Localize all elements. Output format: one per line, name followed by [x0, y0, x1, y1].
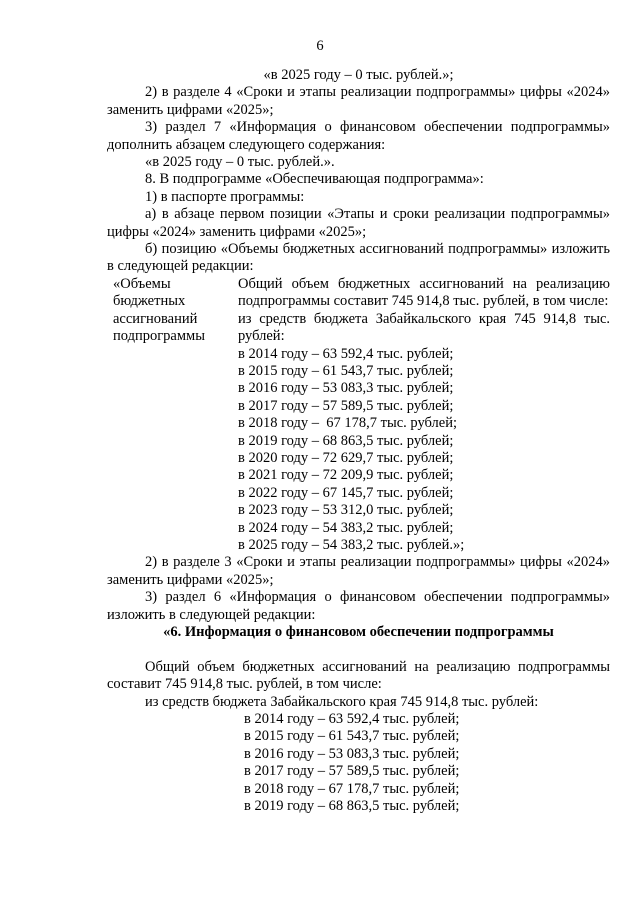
section-year-line: в 2019 году – 68 863,5 тыс. рублей;	[244, 798, 460, 815]
budget-year-line: в 2025 году – 54 383,2 тыс. рублей.»;	[238, 536, 465, 553]
budget-year-line: в 2019 году – 68 863,5 тыс. рублей;	[238, 432, 454, 449]
blank-line	[107, 641, 610, 658]
budget-table	[107, 276, 610, 555]
section-year-line: в 2017 году – 57 589,5 тыс. рублей;	[244, 763, 460, 780]
quote-line-2025: «в 2025 году – 0 тыс. рублей.»;	[263, 67, 454, 83]
budget-year-line: в 2021 году – 72 209,9 тыс. рублей;	[238, 467, 454, 484]
section-heading: «6. Информация о финансовом обеспечении подпрограммы	[163, 624, 554, 640]
budget-year-line: в 2017 году – 57 589,5 тыс. рублей;	[238, 397, 454, 414]
paragraph-item-3-section-6: 3) раздел 6 «Информация о финансовом обеспечении подпрограммы» изложить в следующей редакции:	[107, 589, 610, 623]
budget-year-line: в 2024 году – 54 383,2 тыс. рублей;	[238, 519, 454, 536]
section-year-line: в 2015 году – 61 543,7 тыс. рублей;	[244, 728, 460, 745]
document-body	[107, 67, 610, 815]
budget-table-label	[107, 276, 227, 555]
paragraph-item-b: б) позицию «Объемы бюджетных ассигнований подпрограммы» изложить в следующей редакции:	[107, 241, 610, 275]
budget-table-intro: Общий объем бюджетных ассигнований на реализацию подпрограммы составит 745 914,8 тыс. рублей, в том числе:	[238, 275, 610, 310]
budget-table-label-text: «Объемы бюджетных ассигнований подпрограммы	[113, 275, 205, 345]
section-year-line: в 2014 году – 63 592,4 тыс. рублей;	[244, 711, 460, 728]
paragraph-total-budget: Общий объем бюджетных ассигнований на реализацию подпрограммы составит 745 914,8 тыс. рублей, в том числе:	[107, 658, 610, 693]
paragraph-budget-source: из средств бюджета Забайкальского края 745 914,8 тыс. рублей:	[145, 693, 539, 710]
budget-year-line: в 2023 году – 53 312,0 тыс. рублей;	[238, 502, 454, 519]
budget-year-line: в 2015 году – 61 543,7 тыс. рублей;	[238, 362, 454, 379]
section-year-line: в 2018 году – 67 178,7 тыс. рублей;	[244, 780, 460, 797]
budget-table-source: из средств бюджета Забайкальского края 745 914,8 тыс. рублей:	[238, 310, 610, 345]
budget-year-line: в 2016 году – 53 083,3 тыс. рублей;	[238, 380, 454, 397]
budget-year-line: в 2022 году – 67 145,7 тыс. рублей;	[238, 484, 454, 501]
paragraph-item-2-section-3: 2) в разделе 3 «Сроки и этапы реализации подпрограммы» цифры «2024» заменить цифрами «2025»;	[107, 554, 610, 588]
paragraph-item-3: 3) раздел 7 «Информация о финансовом обеспечении подпрограммы» дополнить абзацем следующего содержания:	[107, 119, 610, 153]
budget-year-line: в 2020 году – 72 629,7 тыс. рублей;	[238, 449, 454, 466]
budget-table-content	[227, 276, 610, 555]
quote-line-2025-end: «в 2025 году – 0 тыс. рублей.».	[145, 154, 335, 171]
paragraph-item-a: а) в абзаце первом позиции «Этапы и сроки реализации подпрограммы» цифры «2024» заменить цифрами «2025»;	[107, 206, 610, 240]
page-number: 6	[316, 38, 324, 54]
paragraph-item-2: 2) в разделе 4 «Сроки и этапы реализации подпрограммы» цифры «2024» заменить цифрами «2025»;	[107, 84, 610, 118]
budget-year-line: в 2018 году – 67 178,7 тыс. рублей;	[238, 415, 458, 432]
paragraph-section-8: 8. В подпрограмме «Обеспечивающая подпрограмма»:	[145, 171, 484, 188]
budget-year-line: в 2014 году – 63 592,4 тыс. рублей;	[238, 345, 454, 362]
section-years	[244, 711, 610, 815]
section-year-line: в 2016 году – 53 083,3 тыс. рублей;	[244, 745, 460, 762]
paragraph-passport: 1) в паспорте программы:	[145, 188, 305, 205]
budget-table-years	[238, 346, 610, 555]
